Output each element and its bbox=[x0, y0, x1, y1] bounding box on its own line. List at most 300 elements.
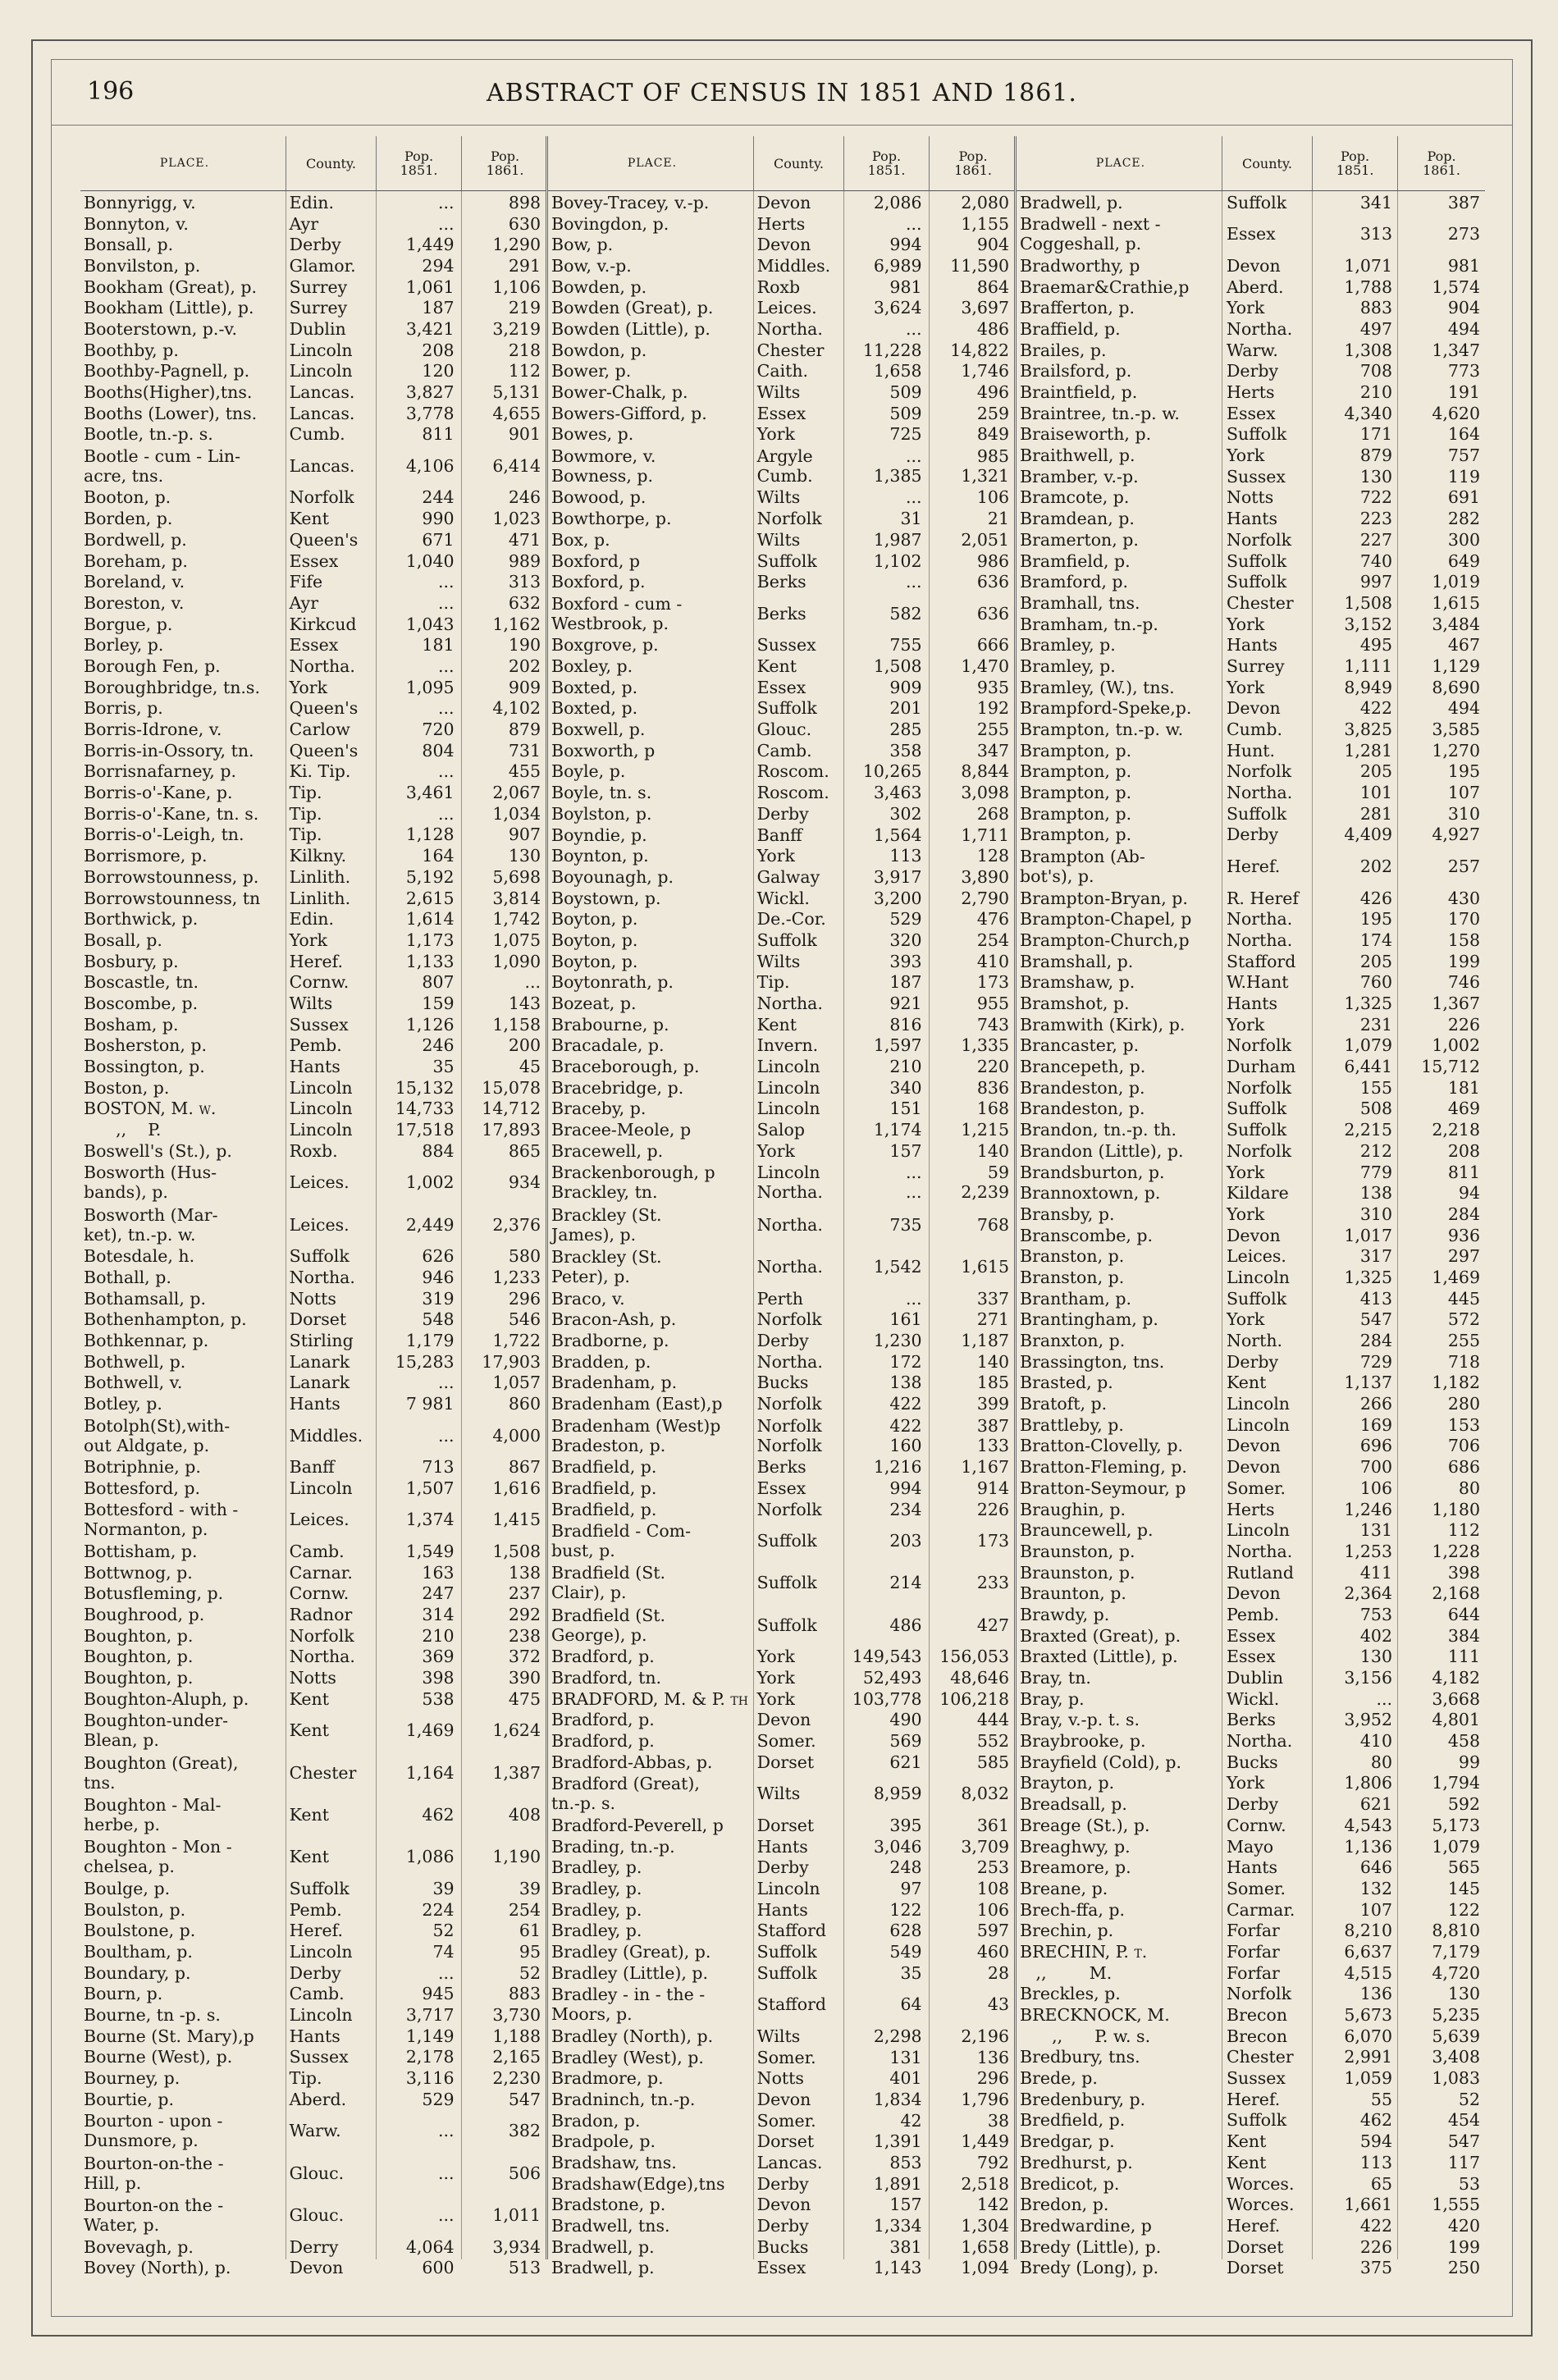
pop1861-cell: 15,712 bbox=[1421, 1057, 1480, 1077]
county-cell: Wilts bbox=[756, 1784, 801, 1804]
table-row bbox=[80, 803, 546, 825]
table-row bbox=[548, 1478, 1014, 1499]
place-cell: Boxford, p bbox=[551, 550, 640, 571]
county-cell: Hants bbox=[289, 1057, 340, 1077]
pop1851-cell: 1,095 bbox=[405, 677, 455, 697]
place-cell: Brailsford, p. bbox=[1020, 361, 1132, 381]
pop1861-cell: 1,228 bbox=[1432, 1541, 1480, 1561]
pop1861-cell: 904 bbox=[976, 235, 1010, 255]
pop1861-cell: 112 bbox=[508, 361, 541, 381]
place-cell: Botriphnie, p. bbox=[84, 1457, 201, 1478]
table-row bbox=[80, 1119, 546, 1140]
pop1861-cell: 597 bbox=[976, 1921, 1010, 1941]
pop1851-cell: 4,543 bbox=[1344, 1815, 1392, 1835]
pop1861-cell: 3,814 bbox=[492, 888, 541, 908]
pop1861-cell: 3,730 bbox=[492, 2005, 541, 2026]
table-row bbox=[80, 213, 546, 235]
place-cell: Bradfield, p. bbox=[551, 1499, 657, 1519]
county-cell: Suffolk bbox=[756, 698, 817, 719]
pop1861-cell: 1,742 bbox=[492, 909, 541, 930]
table-row bbox=[548, 1667, 1014, 1688]
pop1851-cell: 227 bbox=[1359, 529, 1392, 550]
place-cell: Branston, p. bbox=[1020, 1267, 1125, 1287]
pop1861-cell: 106,218 bbox=[939, 1688, 1010, 1709]
place-cell: Bottisham, p. bbox=[84, 1541, 198, 1561]
pop1861-cell: 1,616 bbox=[492, 1478, 541, 1498]
pop1851-cell: 1,017 bbox=[1344, 1225, 1392, 1245]
county-cell: Stafford bbox=[756, 1921, 826, 1941]
place-cell: Bradmore, p. bbox=[551, 2068, 664, 2089]
place-cell: Bradford, tn. bbox=[551, 1668, 662, 1688]
pop1861-cell: 4,927 bbox=[1432, 825, 1480, 845]
pop1861-cell: 985 1,321 bbox=[961, 445, 1010, 486]
county-cell: Devon bbox=[289, 2258, 344, 2278]
pop1861-cell: 5,639 bbox=[1432, 2026, 1480, 2046]
county-cell: Hants bbox=[1227, 1857, 1278, 1878]
table-row bbox=[80, 2236, 546, 2258]
pop1851-cell: 997 bbox=[1359, 572, 1392, 592]
table-row bbox=[548, 1499, 1014, 1520]
place-cell: Boughton-under- Blean, p. bbox=[84, 1711, 229, 1751]
pop1851-cell: 11,228 bbox=[862, 340, 922, 360]
pop1861-cell: 280 bbox=[1447, 1394, 1480, 1414]
county-cell: Dorset bbox=[1227, 2236, 1284, 2257]
pop1861-cell: 1,270 bbox=[1432, 740, 1480, 761]
table-row bbox=[80, 1667, 546, 1688]
county-cell: Norfolk bbox=[289, 487, 354, 508]
pop1851-cell: 1,216 bbox=[873, 1457, 922, 1478]
pop1851-cell: 853 bbox=[889, 2152, 922, 2172]
pop1861-cell: 1,079 bbox=[1432, 1836, 1480, 1857]
place-cell: Bradley (West), p. bbox=[551, 2047, 704, 2067]
table-row bbox=[1017, 2047, 1485, 2068]
pop1861-cell: 1,335 bbox=[961, 1035, 1010, 1056]
pop1851-cell: 981 bbox=[889, 276, 922, 297]
pop1861-cell: 142 bbox=[976, 2195, 1010, 2215]
table-row bbox=[1017, 1625, 1485, 1647]
pop1851-cell: 600 bbox=[422, 2258, 455, 2278]
place-cell: Bradley - in - the - Moors, p. bbox=[551, 1985, 706, 2025]
pop1861-cell: 1,129 bbox=[1432, 656, 1480, 676]
place-cell: Bratton-Seymour, p bbox=[1020, 1478, 1186, 1498]
county-cell: Heref. bbox=[1227, 2215, 1281, 2236]
pop1851-cell: 411 bbox=[1359, 1562, 1392, 1583]
pop1851-cell: 2,615 bbox=[405, 888, 455, 908]
place-cell: Bracon-Ash, p. bbox=[551, 1309, 677, 1330]
county-cell: Derby bbox=[1227, 361, 1279, 381]
county-cell: Roxb bbox=[756, 276, 801, 297]
place-cell: Bredwardine, p bbox=[1020, 2215, 1152, 2236]
pop1851-cell: 807 bbox=[422, 972, 455, 993]
table-row bbox=[1017, 2173, 1485, 2195]
table-row bbox=[1017, 1456, 1485, 1478]
place-cell: Bray, p. bbox=[1020, 1688, 1085, 1709]
pop1851-cell: 317 bbox=[1359, 1246, 1392, 1267]
pop1861-cell: 226 bbox=[1447, 1014, 1480, 1035]
place-cell: ,, M. bbox=[1020, 1962, 1113, 1983]
place-cell: Bonnyton, v. bbox=[84, 213, 189, 234]
place-cell: Bredhurst, p. bbox=[1020, 2152, 1133, 2172]
place-cell: Braxted (Great), p. bbox=[1020, 1625, 1181, 1646]
table-row bbox=[80, 1562, 546, 1583]
place-cell: Boughton - Mon - chelsea, p. bbox=[84, 1837, 232, 1877]
county-cell: Northa. bbox=[756, 994, 823, 1013]
pop1861-cell: 80 bbox=[1458, 1478, 1480, 1498]
pop1861-cell: 901 bbox=[508, 424, 541, 445]
pop1851-cell: 234 bbox=[889, 1499, 922, 1519]
table-row bbox=[80, 592, 546, 614]
county-cell: Heref. bbox=[289, 951, 343, 971]
place-cell: Borris-o'-Kane, p. bbox=[84, 783, 233, 803]
county-cell: Norfolk bbox=[1227, 761, 1291, 782]
pop1851-cell: 884 bbox=[422, 1140, 455, 1161]
table-row bbox=[548, 1393, 1014, 1414]
place-cell: Brackenborough, p Brackley, tn. bbox=[551, 1163, 715, 1203]
pop1861-cell: 99 bbox=[1458, 1752, 1480, 1772]
table-row bbox=[1017, 1225, 1485, 1246]
pop1851-cell: 2,178 bbox=[405, 2047, 455, 2067]
county-cell: Suffolk bbox=[756, 1942, 817, 1962]
pop1861-cell: 1,624 bbox=[492, 1720, 541, 1741]
county-cell: Hants bbox=[756, 1836, 808, 1857]
table-row bbox=[1017, 719, 1485, 740]
county-cell: R. Heref bbox=[1227, 888, 1299, 908]
pop1851-cell: 1,043 bbox=[405, 614, 455, 634]
pop1851-cell: 713 bbox=[422, 1457, 455, 1478]
county-cell: Norfolk bbox=[1227, 1984, 1291, 2004]
pop1851-cell: 990 bbox=[422, 509, 455, 529]
pop1861-cell: 4,620 bbox=[1432, 403, 1480, 423]
table-row bbox=[1017, 1646, 1485, 1667]
header-place: PLACE. bbox=[627, 157, 678, 170]
pop1861-cell: 94 bbox=[1458, 1183, 1480, 1204]
pop1861-cell: 936 bbox=[1447, 1225, 1480, 1245]
county-cell: Surrey bbox=[1227, 656, 1285, 676]
pop1851-cell: 212 bbox=[1359, 1140, 1392, 1161]
place-cell: Brackley (St. Peter), p. bbox=[551, 1247, 662, 1287]
county-cell: Lincoln bbox=[1227, 1394, 1290, 1414]
table-row bbox=[548, 993, 1014, 1014]
place-cell: Boyndie, p. bbox=[551, 825, 647, 845]
county-cell: Dorset bbox=[289, 1309, 347, 1330]
pop1851-cell: 195 bbox=[1359, 909, 1392, 930]
table-row bbox=[80, 1962, 546, 1984]
county-cell: Ki. Tip. bbox=[289, 761, 351, 782]
place-cell: Brailes, p. bbox=[1020, 340, 1107, 360]
pop1861-cell: 986 bbox=[976, 550, 1010, 571]
pop1861-cell: 181 bbox=[1447, 1077, 1480, 1098]
table-row bbox=[548, 1373, 1014, 1394]
county-cell: Sussex bbox=[756, 635, 816, 656]
table-row bbox=[548, 2173, 1014, 2195]
pop1861-cell: 384 bbox=[1447, 1625, 1480, 1646]
pop1861-cell: 1,019 bbox=[1432, 572, 1480, 592]
county-cell: Linlith. bbox=[289, 888, 351, 908]
table-row bbox=[1017, 340, 1485, 361]
place-cell: Brawdy, p. bbox=[1020, 1604, 1110, 1624]
pop1861-cell: 1,415 bbox=[492, 1510, 541, 1530]
pop1861-cell: 158 bbox=[1447, 930, 1480, 950]
pop1861-cell: 208 bbox=[1447, 1140, 1480, 1161]
header-pop1851: Pop. 1851. bbox=[1312, 136, 1397, 190]
county-cell: Wickl. bbox=[1227, 1688, 1280, 1709]
table-row bbox=[1017, 1351, 1485, 1373]
county-cell: York bbox=[756, 424, 795, 445]
county-cell: Lanark bbox=[289, 1351, 350, 1372]
county-cell: Somer. bbox=[756, 2047, 816, 2067]
table-row bbox=[80, 1077, 546, 1099]
place-cell: Boxford - cum - Westbrook, p. bbox=[551, 593, 683, 633]
pop1861-cell: 1,162 bbox=[492, 614, 541, 634]
county-cell: Rutland bbox=[1227, 1562, 1294, 1583]
pop1861-cell: 2,165 bbox=[492, 2047, 541, 2067]
pop1861-cell: 1,167 bbox=[961, 1457, 1010, 1478]
pop1861-cell: 1,304 bbox=[961, 2216, 1010, 2236]
county-cell: Devon bbox=[756, 2089, 811, 2109]
table-row bbox=[548, 677, 1014, 698]
table-row bbox=[1017, 2026, 1485, 2047]
pop1851-cell: 42 bbox=[900, 2110, 922, 2131]
table-row bbox=[548, 1077, 1014, 1099]
place-cell: Bourtie, p. bbox=[84, 2089, 175, 2109]
pop1851-cell: 1,002 bbox=[405, 1172, 455, 1193]
pop1851-cell: 401 bbox=[889, 2068, 922, 2089]
county-cell: Kent bbox=[289, 1720, 329, 1741]
county-cell: Lincoln bbox=[289, 1077, 353, 1098]
pop1861-cell: 860 bbox=[508, 1394, 541, 1414]
place-cell: Boundary, p. bbox=[84, 1962, 191, 1983]
table-row bbox=[548, 971, 1014, 993]
county-cell: Sussex bbox=[289, 1014, 349, 1035]
pop1861-cell: 883 bbox=[508, 1984, 541, 2004]
county-cell: Hants bbox=[1227, 635, 1278, 656]
place-cell: Bower-Chalk, p. bbox=[551, 382, 688, 403]
county-cell: Roxb. bbox=[289, 1140, 338, 1161]
place-cell: Braxted (Little), p. bbox=[1020, 1647, 1178, 1667]
table-row bbox=[80, 2026, 546, 2047]
pop1851-cell: 1,834 bbox=[873, 2089, 922, 2109]
table-row bbox=[548, 930, 1014, 951]
place-cell: Boxley, p. bbox=[551, 656, 633, 676]
table-row bbox=[80, 1414, 546, 1456]
pop1851-cell: 157 bbox=[889, 2195, 922, 2215]
table-row bbox=[548, 951, 1014, 972]
place-cell: Bramford, p. bbox=[1020, 572, 1129, 592]
table-row bbox=[1017, 1667, 1485, 1688]
place-cell: Boscombe, p. bbox=[84, 993, 199, 1013]
pop1851-cell: 244 bbox=[422, 487, 455, 508]
pop1851-cell: 569 bbox=[889, 1731, 922, 1752]
table-row bbox=[80, 1499, 546, 1541]
county-cell: Lincoln bbox=[756, 1057, 820, 1077]
place-cell: Brampford-Speke,p. bbox=[1020, 698, 1192, 719]
pop1861-cell: 300 bbox=[1447, 529, 1480, 550]
place-cell: Brauncewell, p. bbox=[1020, 1520, 1154, 1541]
place-cell: Bradfield (St. Clair), p. bbox=[551, 1563, 666, 1603]
county-cell: Suffolk bbox=[1227, 424, 1287, 445]
county-cell: Cumb. bbox=[1227, 719, 1282, 740]
pop1861-cell: 420 bbox=[1447, 2215, 1480, 2236]
pop1861-cell: 1,158 bbox=[492, 1014, 541, 1035]
pop1851-cell: 4,106 bbox=[405, 455, 455, 476]
table-row bbox=[1017, 487, 1485, 509]
pop1851-cell: 1,391 bbox=[873, 2131, 922, 2152]
row-list bbox=[80, 192, 546, 2278]
table-row bbox=[80, 2047, 546, 2068]
pop1851-cell: 1,071 bbox=[1344, 255, 1392, 276]
pop1861-cell: 14,822 bbox=[950, 340, 1010, 360]
place-cell: BRECHIN, P. t. bbox=[1020, 1941, 1148, 1962]
pop1851-cell: 319 bbox=[422, 1288, 455, 1309]
table-row bbox=[1017, 782, 1485, 803]
place-cell: Brampton, tn.-p. w. bbox=[1020, 719, 1184, 740]
pop1861-cell: 257 bbox=[1447, 857, 1480, 877]
table-row bbox=[80, 825, 546, 846]
pop1851-cell: 3,778 bbox=[405, 403, 455, 423]
table-row bbox=[1017, 2089, 1485, 2110]
table-row bbox=[1017, 529, 1485, 550]
header-pop1851: Pop. 1851. bbox=[376, 136, 461, 190]
county-cell: Notts bbox=[1227, 487, 1274, 508]
pop1851-cell: 1,086 bbox=[405, 1847, 455, 1867]
table-row bbox=[1017, 2004, 1485, 2026]
county-cell: Kildare bbox=[1227, 1183, 1289, 1204]
county-cell: Middles. bbox=[756, 255, 831, 276]
table-row bbox=[80, 1288, 546, 1309]
county-cell: Notts bbox=[289, 1668, 336, 1688]
pop1861-cell: 119 bbox=[1447, 466, 1480, 487]
pop1851-cell: ... bbox=[438, 1425, 455, 1446]
place-cell: Boyton, p. bbox=[551, 930, 638, 950]
table-row bbox=[548, 1014, 1014, 1035]
pop1861-cell: 195 bbox=[1447, 761, 1480, 782]
pop1851-cell: 313 bbox=[1359, 224, 1392, 244]
pop1861-cell: 2,168 bbox=[1432, 1583, 1480, 1604]
pop1851-cell: 1,230 bbox=[873, 1331, 922, 1351]
pop1851-cell: 594 bbox=[1359, 2131, 1392, 2152]
header-rule bbox=[51, 125, 1513, 126]
pop1861-cell: 237 bbox=[508, 1583, 541, 1604]
place-cell: Brampton-Chapel, p bbox=[1020, 909, 1192, 930]
pop1861-cell: 1,658 bbox=[961, 2236, 1010, 2257]
pop1851-cell: 547 bbox=[1359, 1309, 1392, 1330]
pop1861-cell: 513 bbox=[508, 2258, 541, 2278]
county-cell: Salop bbox=[756, 1120, 805, 1140]
county-cell: Suffolk bbox=[756, 1531, 817, 1551]
place-cell: Bramley, p. bbox=[1020, 635, 1116, 656]
pop1851-cell: 340 bbox=[889, 1077, 922, 1098]
pop1851-cell: 1,137 bbox=[1344, 1373, 1392, 1393]
pop1861-cell: 130 bbox=[1447, 1984, 1480, 2004]
table-row bbox=[80, 340, 546, 361]
table-row bbox=[1017, 656, 1485, 677]
pop1861-cell: 2,080 bbox=[961, 192, 1010, 212]
pop1861-cell: 458 bbox=[1447, 1731, 1480, 1752]
table-row bbox=[80, 2194, 546, 2236]
place-cell: Brabourne, p. bbox=[551, 1014, 669, 1035]
place-cell: Brampton, p. bbox=[1020, 761, 1132, 782]
county-cell: Cumb. bbox=[289, 424, 345, 445]
pop1861-cell: 170 bbox=[1447, 909, 1480, 930]
pop1861-cell: 53 bbox=[1458, 2173, 1480, 2194]
table-row bbox=[1017, 1920, 1485, 1941]
place-cell: Bradborne, p. bbox=[551, 1331, 669, 1351]
pop1861-cell: 773 bbox=[1447, 361, 1480, 381]
pop1851-cell: 946 bbox=[422, 1267, 455, 1287]
county-cell: Kent bbox=[1227, 2152, 1267, 2172]
place-cell: Boston, p. bbox=[84, 1077, 170, 1098]
place-cell: Braintfield, p. bbox=[1020, 382, 1138, 403]
county-cell: Leices. bbox=[289, 1172, 350, 1193]
place-cell: Bray, tn. bbox=[1020, 1668, 1091, 1688]
place-cell: Bramshall, p. bbox=[1020, 951, 1134, 971]
pop1851-cell: 410 bbox=[1359, 1731, 1392, 1752]
county-cell: Edin. bbox=[289, 909, 335, 930]
table-row bbox=[548, 1035, 1014, 1057]
place-cell: Bramdean, p. bbox=[1020, 509, 1135, 529]
pop1861-cell: 140 bbox=[976, 1140, 1010, 1161]
county-cell: Aberd. bbox=[1227, 276, 1284, 297]
pop1851-cell: 1,111 bbox=[1344, 656, 1392, 676]
county-cell: Wilts bbox=[289, 993, 333, 1013]
pop1851-cell: 208 bbox=[422, 340, 455, 360]
pop1851-cell: 1,164 bbox=[405, 1762, 455, 1783]
pop1851-cell: 422 bbox=[1359, 698, 1392, 719]
county-cell: Essex bbox=[756, 403, 806, 423]
place-cell: Bothenhampton, p. bbox=[84, 1309, 247, 1330]
place-cell: Bradenham (East),p bbox=[551, 1394, 723, 1414]
pop1861-cell: 408 bbox=[508, 1805, 541, 1825]
place-cell: Borris-o'-Kane, tn. s. bbox=[84, 803, 259, 824]
pop1861-cell: 5,698 bbox=[492, 866, 541, 887]
pop1861-cell: 3,408 bbox=[1432, 2047, 1480, 2067]
county-cell: Kent bbox=[289, 1847, 329, 1867]
table-row bbox=[1017, 825, 1485, 846]
pop1861-cell: 475 bbox=[508, 1688, 541, 1709]
county-cell: York bbox=[756, 1140, 795, 1161]
place-cell: Boothby-Pagnell, p. bbox=[84, 361, 250, 381]
pop1851-cell: 1,334 bbox=[873, 2216, 922, 2236]
pop1851-cell: 1,253 bbox=[1344, 1541, 1392, 1561]
pop1861-cell: 1,188 bbox=[492, 2026, 541, 2046]
county-cell: Sussex bbox=[1227, 466, 1286, 487]
pop1851-cell: 1,136 bbox=[1344, 1836, 1392, 1857]
place-cell: Brechin, p. bbox=[1020, 1921, 1114, 1941]
pop1861-cell: 506 bbox=[508, 2163, 541, 2183]
pop1851-cell: ... bbox=[438, 2163, 455, 2183]
pop1851-cell: ... bbox=[438, 761, 455, 782]
place-cell: Brading, tn.-p. bbox=[551, 1836, 675, 1857]
place-cell: Bovey (North), p. bbox=[84, 2258, 231, 2278]
place-cell: Braiseworth, p. bbox=[1020, 424, 1152, 445]
pop1851-cell: 138 bbox=[1359, 1183, 1392, 1204]
county-cell: Northa. bbox=[1227, 318, 1293, 339]
county-cell: Devon bbox=[1227, 698, 1281, 719]
table-row bbox=[1017, 424, 1485, 445]
place-cell: Brassington, tns. bbox=[1020, 1351, 1165, 1372]
pop1861-cell: 48,646 bbox=[950, 1668, 1010, 1688]
table-row bbox=[1017, 2110, 1485, 2131]
table-row bbox=[1017, 1899, 1485, 1921]
pop1861-cell: 220 bbox=[976, 1057, 1010, 1077]
table-row bbox=[548, 381, 1014, 403]
county-cell: Norfolk bbox=[756, 1309, 822, 1330]
county-cell: Hants bbox=[289, 2026, 340, 2046]
table-row bbox=[80, 192, 546, 213]
table-row bbox=[80, 1984, 546, 2005]
pop1851-cell: 6,441 bbox=[1344, 1057, 1392, 1077]
county-cell: Surrey bbox=[289, 276, 348, 297]
